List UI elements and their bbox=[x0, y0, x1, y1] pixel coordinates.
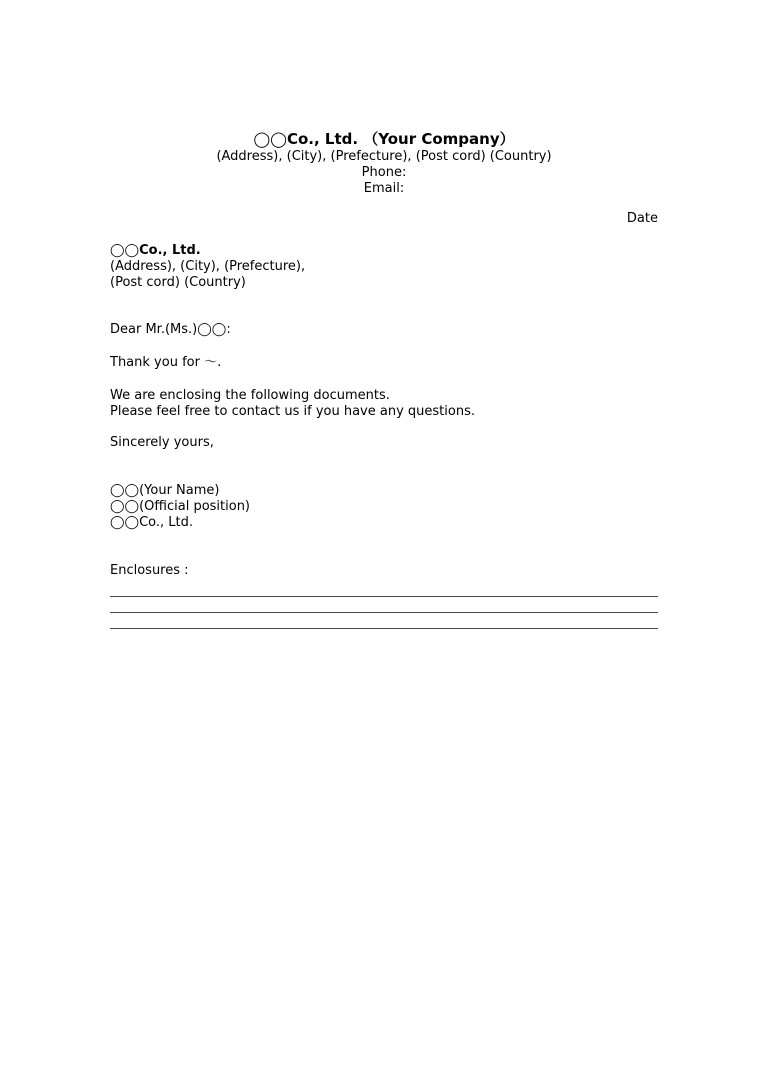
recipient-address-line2: (Post cord) (Country) bbox=[110, 275, 246, 290]
body-paragraph bbox=[110, 388, 475, 420]
enclosure-line bbox=[110, 612, 658, 613]
sender-email: Email: bbox=[363, 181, 405, 196]
sender-company-name: ◯◯Co., Ltd. （Your Company） bbox=[253, 130, 515, 148]
sender-phone: Phone: bbox=[361, 165, 407, 180]
body-line2: Please feel free to contact us if you have any questions. bbox=[110, 404, 475, 419]
enclosure-line bbox=[110, 596, 658, 597]
signature-name: ◯◯(Your Name) bbox=[110, 483, 220, 498]
enclosure-line bbox=[110, 628, 658, 629]
date-label: Date bbox=[626, 211, 658, 226]
thanks-line: Thank you for ～. bbox=[110, 355, 222, 370]
sender-address: (Address), (City), (Prefecture), (Post cord) (Country) bbox=[216, 149, 552, 164]
body-line1: We are enclosing the following documents. bbox=[110, 388, 390, 403]
signature-company: ◯◯Co., Ltd. bbox=[110, 515, 194, 530]
recipient-address-line1: (Address), (City), (Prefecture), bbox=[110, 259, 306, 274]
signature-block bbox=[110, 483, 250, 531]
signature-position: ◯◯(Official position) bbox=[110, 499, 251, 514]
recipient-company: ◯◯Co., Ltd. bbox=[110, 243, 201, 258]
letterhead bbox=[0, 129, 768, 197]
closing: Sincerely yours, bbox=[110, 435, 214, 450]
enclosures-label: Enclosures : bbox=[110, 563, 189, 578]
salutation: Dear Mr.(Ms.)◯◯: bbox=[110, 322, 231, 337]
recipient-block bbox=[110, 243, 305, 291]
